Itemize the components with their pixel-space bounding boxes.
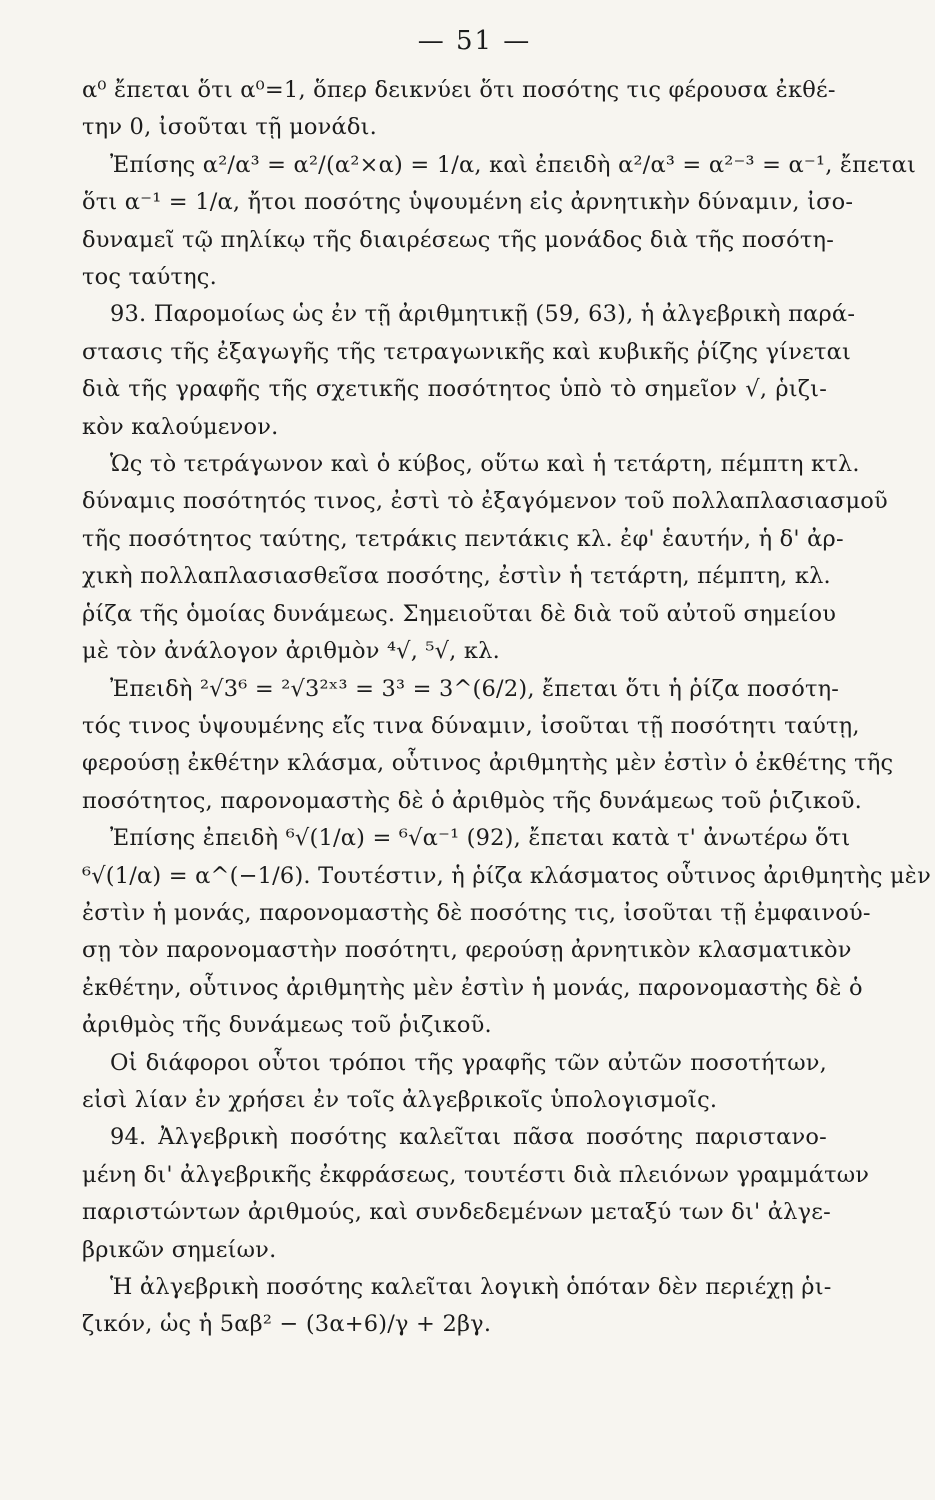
text-line: Ὡς τὸ τετράγωνον καὶ ὁ κύβος, οὕτω καὶ ἡ τετάρτη, πέμπτη κτλ.	[110, 451, 860, 478]
text-line: σῃ τὸν παρονομαστὴν ποσότητι, φερούσῃ ἀρνητικὸν κλασματικὸν	[82, 937, 852, 964]
text-line: 93. Παρομοίως ὡς ἐν τῇ ἀριθμητικῇ (59, 63), ἡ ἀλγεβρικὴ παρά-	[110, 301, 856, 328]
text-line: τῆς ποσότητος ταύτης, τετράκις πεντάκις κλ. ἐφ' ἑαυτήν, ἡ δ' ἀρ-	[82, 525, 844, 552]
text-line: διὰ τῆς γραφῆς τῆς σχετικῆς ποσότητος ὑπὸ τὸ σημεῖον √, ῥιζι-	[82, 376, 827, 403]
text-line: τός τινος ὑψουμένης εἴς τινα δύναμιν, ἰσοῦται τῇ ποσότητι ταύτῃ,	[82, 712, 860, 739]
text-line: την 0, ἰσοῦται τῇ μονάδι.	[82, 114, 378, 141]
text-line: ἐκθέτην, οὗτινος ἀριθμητὴς μὲν ἐστὶν ἡ μονάς, παρονομαστὴς δὲ ὁ	[82, 974, 863, 1001]
text-line: φερούσῃ ἐκθέτην κλάσμα, οὗτινος ἀριθμητὴς μὲν ἐστὶν ὁ ἐκθέτης τῆς	[82, 750, 894, 777]
text-line: ⁶√(1/α) = α^(−1/6). Τουτέστιν, ἡ ῥίζα κλάσματος οὗτινος ἀριθμητὴς μὲν	[82, 862, 931, 889]
text-line: ἀριθμὸς τῆς δυνάμεως τοῦ ῥιζικοῦ.	[82, 1012, 492, 1039]
text-line: Ἡ ἀλγεβρικὴ ποσότης καλεῖται λογικὴ ὁπόταν δὲν περιέχῃ ῥι-	[110, 1274, 832, 1300]
text-line: δύναμις ποσότητός τινος, ἐστὶ τὸ ἐξαγόμενον τοῦ πολλαπλασιασμοῦ	[82, 488, 888, 515]
text-line: κὸν καλούμενον.	[82, 413, 279, 440]
text-line: μένη δι' ἀλγεβρικῆς ἐκφράσεως, τουτέστι διὰ πλειόνων γραμμάτων	[82, 1161, 870, 1188]
text-line: Ἐπίσης α²/α³ = α²/(α²×α) = 1/α, καὶ ἐπειδὴ α²/α³ = α²⁻³ = α⁻¹, ἔπεται	[110, 151, 917, 178]
text-line: βρικῶν σημείων.	[82, 1236, 277, 1263]
text-line: Ἐπίσης ἐπειδὴ ⁶√(1/α) = ⁶√α⁻¹ (92), ἔπεται κατὰ τ' ἀνωτέρω ὅτι	[110, 825, 851, 852]
text-line: 94. Ἀλγεβρικὴ ποσότης καλεῖται πᾶσα ποσότης παριστανο-	[110, 1124, 827, 1151]
text-line: εἰσὶ λίαν ἐν χρήσει ἐν τοῖς ἀλγεβρικοῖς ὑπολογισμοῖς.	[82, 1086, 718, 1113]
body-text	[82, 72, 931, 1344]
text-line: α⁰ ἔπεται ὅτι α⁰=1, ὅπερ δεικνύει ὅτι ποσότης τις φέρουσα ἐκθέ-	[82, 77, 836, 103]
text-line: μὲ τὸν ἀνάλογον ἀριθμὸν ⁴√, ⁵√, κλ.	[82, 638, 500, 665]
text-line: δυναμεῖ τῷ πηλίκῳ τῆς διαιρέσεως τῆς μονάδος διὰ τῆς ποσότη-	[82, 226, 835, 253]
text-line: παριστώντων ἀριθμούς, καὶ συνδεδεμένων μεταξύ των δι' ἀλγε-	[82, 1199, 831, 1226]
text-line: ῥίζα τῆς ὁμοίας δυνάμεως. Σημειοῦται δὲ διὰ τοῦ αὐτοῦ σημείου	[82, 600, 837, 627]
text-line: χικὴ πολλαπλασιασθεῖσα ποσότης, ἐστὶν ἡ τετάρτη, πέμπτη, κλ.	[82, 563, 831, 590]
text-line: ποσότητος, παρονομαστὴς δὲ ὁ ἀριθμὸς τῆς δυνάμεως τοῦ ῥιζικοῦ.	[82, 787, 862, 814]
text-line: στασις τῆς ἐξαγωγῆς τῆς τετραγωνικῆς καὶ κυβικῆς ῥίζης γίνεται	[82, 338, 852, 365]
text-line: Ἐπειδὴ ²√3⁶ = ²√3²ˣ³ = 3³ = 3^(6/2), ἔπεται ὅτι ἡ ῥίζα ποσότη-	[110, 675, 840, 702]
text-line: ἐστὶν ἡ μονάς, παρονομαστὴς δὲ ποσότης τις, ἰσοῦται τῇ ἐμφαινού-	[82, 899, 871, 926]
text-line: ὅτι α⁻¹ = 1/α, ἤτοι ποσότης ὑψουμένη εἰς ἀρνητικὴν δύναμιν, ἰσο-	[82, 189, 854, 216]
text-line: Οἱ διάφοροι οὗτοι τρόποι τῆς γραφῆς τῶν αὐτῶν ποσοτήτων,	[110, 1049, 827, 1076]
text-line: τος ταύτης.	[82, 264, 217, 291]
text-line: ζικόν, ὡς ἡ 5αβ² − (3α+6)/γ + 2βγ.	[82, 1311, 492, 1338]
page-number: — 51 —	[417, 26, 532, 56]
